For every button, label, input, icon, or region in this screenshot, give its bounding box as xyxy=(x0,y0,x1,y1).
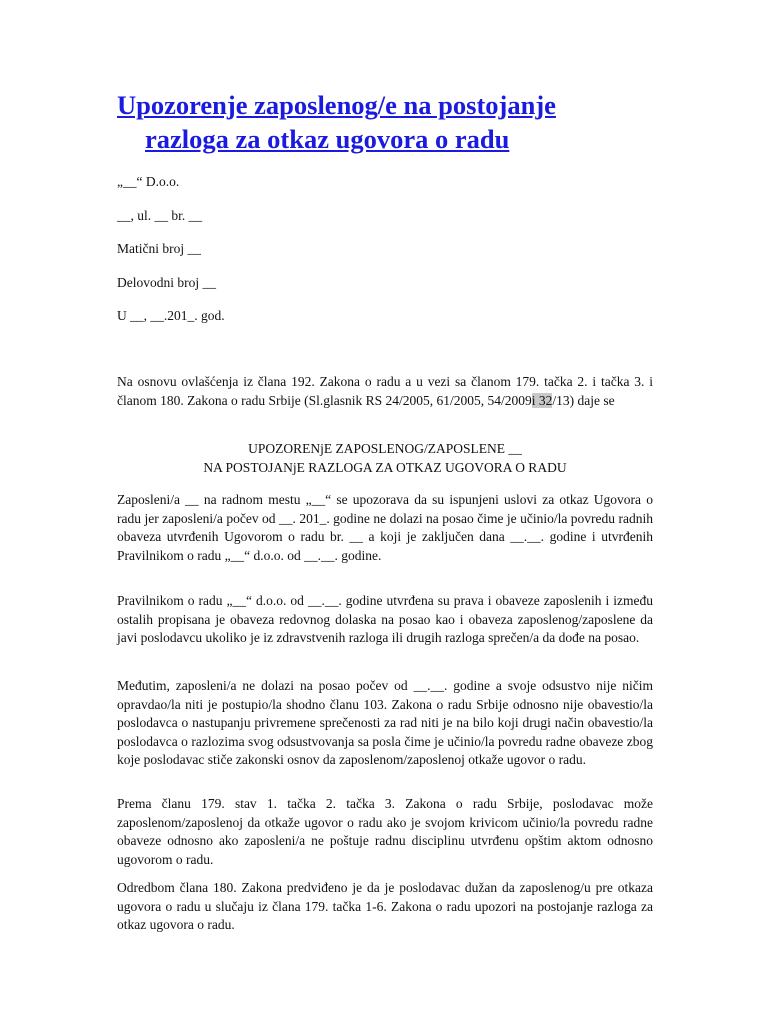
paragraph-5: Odredbom člana 180. Zakona predviđeno je da je poslodavac dužan da zaposlenog/u pre otkaza ugovora o radu u slučaju iz člana 179. tačka 1-6. Zakona o radu upozori na postojanje razloga za otkaz ugovora o radu. xyxy=(117,880,653,933)
paragraph-1: Zaposleni/a __ na radnom mestu „__“ se upozorava da su ispunjeni uslovi za otkaz Ugovora o radu jer zaposleni/a počev od __. 201_. godine ne dolazi na posao čime je učinio/la povredu radnih obaveza utvrđenih Ugovorom o radu br. __ a koji je zaključen dana __.__. godine i utvrđenih Pravilnikom o radu „__“ d.o.o. od __.__. godine. xyxy=(117,492,653,563)
reference-number: Delovodni broj __ xyxy=(117,275,216,290)
heading-line-1: UPOZORENjE ZAPOSLENOG/ZAPOSLENE __ xyxy=(248,441,522,456)
paragraph-4: Prema članu 179. stav 1. tačka 2. tačka 3. Zakona o radu Srbije, poslodavac može zaposlenom/zaposlenoj da otkaže ugovor o radu ako je svojom krivicom učinio/la povredu radne obaveze odnosno ako zaposleni/a ne poštuje radnu disciplinu utvrđenu opštim aktom odnosno ugovorom o radu. xyxy=(117,796,653,867)
preamble-highlight: i 32 xyxy=(531,392,553,408)
place-and-date: U __, __.201_. god. xyxy=(117,308,225,323)
paragraph-3: Međutim, zaposleni/a ne dolazi na posao počev od __.__. godine a svoje odsustvo nije ničim opravdao/la niti je postupio/la shodno članu 103. Zakona o radu Srbije odnosno nije obavestio/la poslodavca o nastupanju privremene sprečenosti za rad niti je na bilo koji drugi način obavestio/la poslodavca o razlozima svog odsustvovanja sa posla čime je učinio/la povredu radne obaveze zbog koje poslodavac stiče zakonski osnov da zaposlenom/zaposlenoj otkaže ugovor o radu. xyxy=(117,678,653,768)
company-address: __, ul. __ br. __ xyxy=(117,208,203,223)
heading-line-2: NA POSTOJANjE RAZLOGA ZA OTKAZ UGOVORA O RADU xyxy=(203,459,567,475)
paragraph-2: Pravilnikom o radu „__“ d.o.o. od __.__. godine utvrđena su prava i obaveze zaposlenih i između ostalih propisana je obaveza redovnog dolaska na posao kao i obaveza zaposlenog/zaposlene da javi poslodavcu ukoliko je iz zdravstvenih razloga ili drugih razloga sprečen/a da dođe na posao. xyxy=(117,593,653,646)
registration-number: Matični broj __ xyxy=(117,241,201,256)
preamble xyxy=(117,373,653,410)
title-line-2: razloga za otkaz ugovora o radu xyxy=(145,124,510,154)
title-line-1: Upozorenje zaposlenog/e na postojanje xyxy=(117,90,556,120)
preamble-text-before: Na osnovu ovlašćenja iz člana 192. Zakona o radu a u vezi sa članom 179. tačka 2. i tačka 3. i članom 180. Zakona o radu Srbije (Sl.glasnik RS 24/2005, 61/2005, 54/2009 xyxy=(117,374,653,408)
preamble-text-after: /13) daje se xyxy=(552,392,615,408)
document-title xyxy=(117,88,677,156)
company-name: „__“ D.o.o. xyxy=(117,174,180,189)
document-heading xyxy=(117,440,653,477)
